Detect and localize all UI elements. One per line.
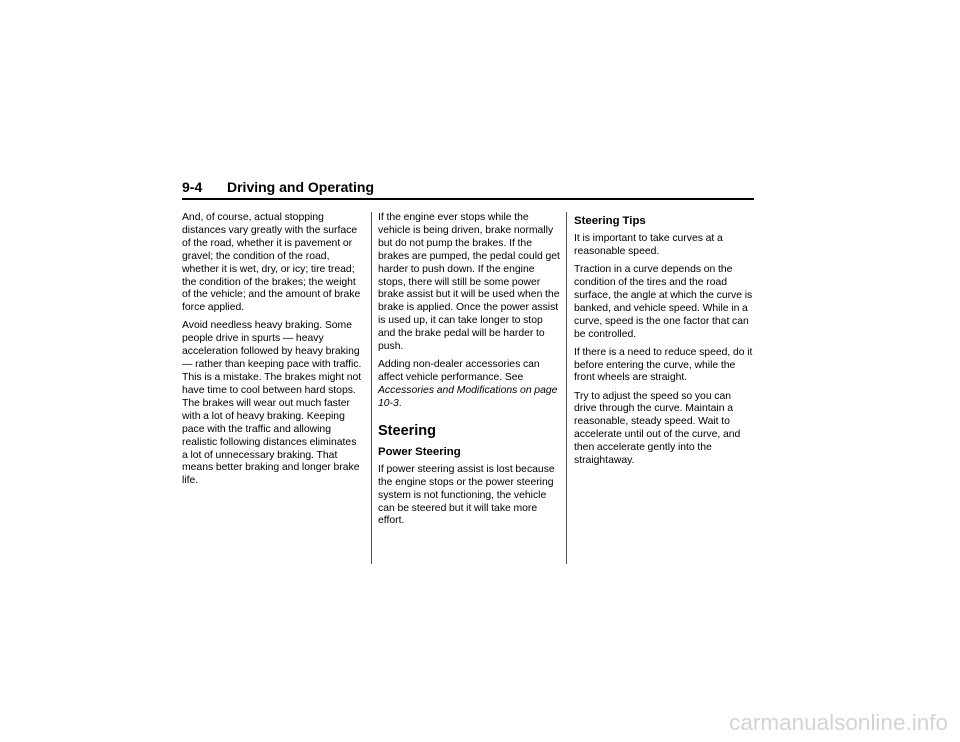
section-heading-steering: Steering	[378, 422, 437, 439]
paragraph: Avoid needless heavy braking. Some people drive in spurts — heavy acceleration followed by heavy braking — rather than keeping pace with traffic. This is a mistake. The brakes might not have time to cool between hard stops. The brakes will wear out much faster with a lot of heavy braking. Keeping pace with the traffic and allowing realistic following distances eliminates a lot of unnecessary braking. That means better braking and longer brake life.	[182, 320, 362, 487]
paragraph-text: .	[398, 397, 402, 409]
page-header	[182, 178, 754, 200]
text-column-3	[574, 212, 756, 473]
subsection-heading-power-steering: Power Steering	[378, 445, 461, 458]
paragraph: If power steering assist is lost because the engine stops or the power steering system is not functioning, the vehicle can be steered but it will take more effort.	[378, 463, 555, 527]
paragraph: If there is a need to reduce speed, do it before entering the curve, while the front wheels are straight.	[574, 346, 753, 384]
paragraph: Traction in a curve depends on the condition of the tires and the road surface, the angle at which the curve is banked, and vehicle speed. While in a curve, speed is the one factor that can be controlled.	[574, 264, 753, 340]
cross-reference-link[interactable]: Accessories and Modifications on page 10-3	[378, 384, 558, 409]
column-divider	[371, 212, 372, 564]
paragraph	[378, 359, 560, 411]
paragraph: If the engine ever stops while the vehicle is being driven, brake normally but do not pump the brakes. If the brakes are pumped, the pedal could get harder to push down. If the engine stops, there will still be some power brake assist but it will be used when the brake is applied. Once the power assist is used up, it can take longer to stop and the brake pedal will be harder to push.	[378, 212, 560, 353]
paragraph: Try to adjust the speed so you can drive through the curve. Maintain a reasonable, steady speed. Wait to accelerate until out of the curve, and then accelerate gently into the straightaway.	[574, 390, 741, 467]
column-divider	[566, 212, 567, 564]
paragraph: And, of course, actual stopping distances vary greatly with the surface of the road, whether it is pavement or gravel; the condition of the road, whether it is wet, dry, or icy; tire tread; the condition of the brakes; the weight of the vehicle; and the amount of brake force applied.	[182, 212, 361, 314]
paragraph-text: Adding non-dealer accessories can affect vehicle performance. See	[378, 359, 540, 384]
text-column-2	[378, 212, 560, 534]
watermark: carmanualsonline.info	[729, 710, 948, 735]
text-column-1	[182, 212, 364, 493]
section-title: Driving and Operating	[227, 179, 375, 195]
paragraph: It is important to take curves at a reasonable speed.	[574, 233, 723, 257]
subsection-heading-steering-tips: Steering Tips	[574, 215, 646, 227]
page-number: 9-4	[182, 179, 203, 195]
